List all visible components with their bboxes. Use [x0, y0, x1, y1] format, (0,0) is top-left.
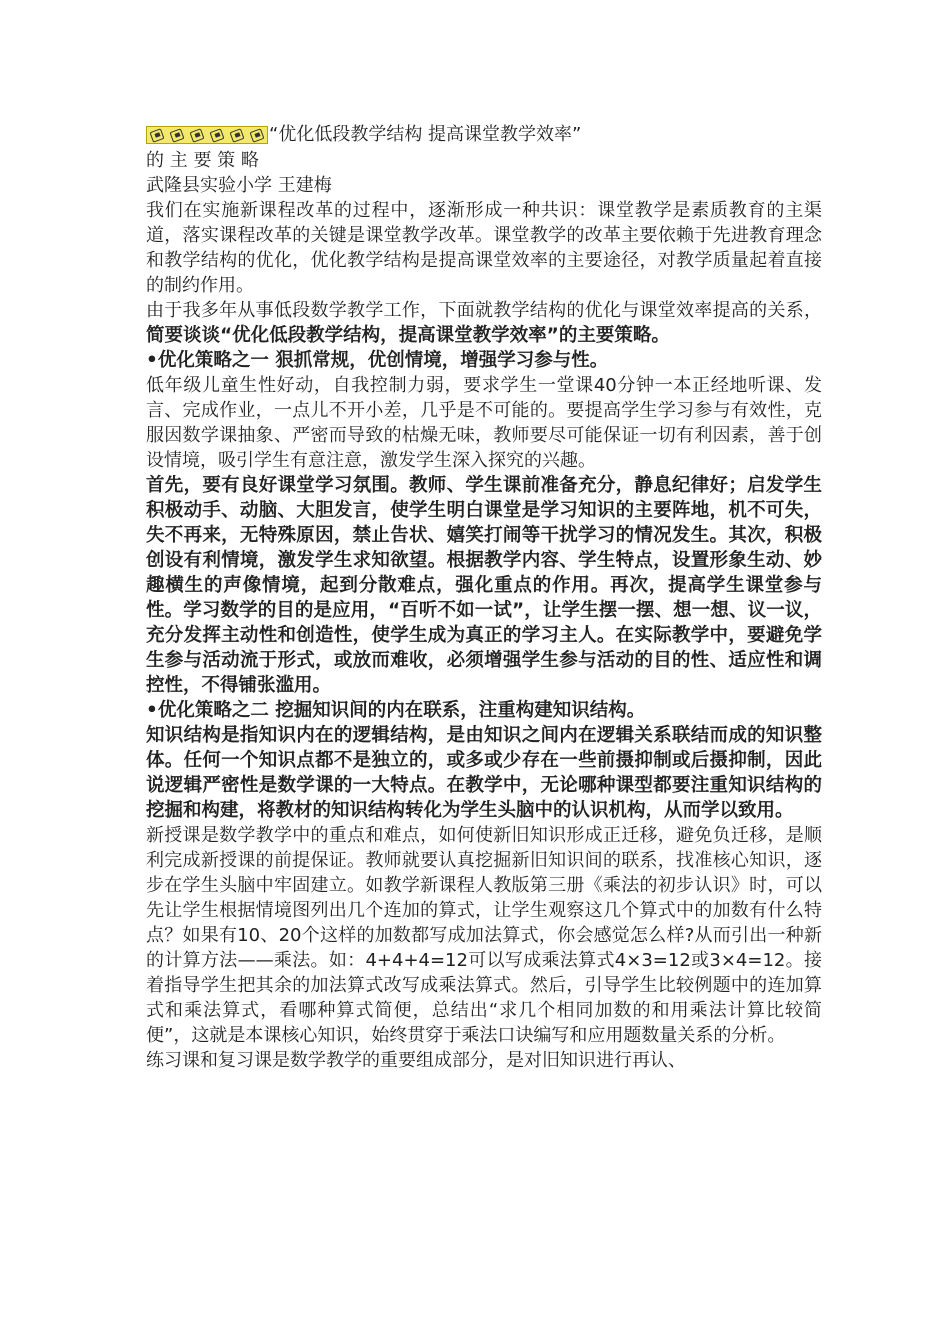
key-icon: [167, 127, 187, 143]
key-icon: [247, 127, 267, 143]
paragraph-new-lesson: 新授课是数学教学中的重点和难点，如何使新旧知识形成正迁移，避免负迁移，是顺利完成新授课的前提保证。教师就要认真挖掘新旧知识间的联系，找准核心知识，逐步在学生头脑中牢固建立。如教学新课程人教版第三册《乘法的初步认识》时，可以先让学生根据情境图列出几个连加的算式，让学生观察这几个算式中的加数有什么特点？如果有10、20个这样的加数都写成加法算式，你会感觉怎么样?从而引出一种新的计算方法——乘法。如：4+4+4=12可以写成乘法算式4×3=12或3×4=12。接着指导学生把其余的加法算式改写成乘法算式。然后，引导学生比较例题中的连加算式和乘法算式，看哪种算式简便，总结出“求几个相同加数的和用乘法计算比较简便”，这就是本课核心知识，始终贯穿于乘法口诀编写和应用题数量关系的分析。: [146, 825, 822, 1046]
key-icon: [207, 127, 227, 143]
document-subtitle: 的 主 要 策 略: [146, 150, 259, 171]
key-icon: [187, 127, 207, 143]
strategy-heading-1: •优化策略之一 狠抓常规，优创情境，增强学习参与性。: [146, 350, 609, 371]
purpose-bold-text: 简要谈谈“优化低段教学结构，提高课堂教学效率”的主要策略。: [146, 325, 670, 346]
document-page: [146, 122, 822, 1073]
key-icon: [227, 127, 247, 143]
decorative-icons: [146, 126, 268, 144]
paragraph-intro: 我们在实施新课程改革的过程中，逐渐形成一种共识：课堂教学是素质教育的主渠道，落实课程改革的关键是课堂教学改革。课堂教学的改革主要依赖于先进教育理念和教学结构的优化，优化教学结构是提高课堂效率的主要途径，对教学质量起着直接的制约作用。: [146, 200, 822, 296]
paragraph-practice-lesson: 练习课和复习课是数学教学的重要组成部分，是对旧知识进行再认、: [146, 1050, 686, 1071]
author-line: 武隆县实验小学 王建梅: [146, 175, 332, 196]
paragraph-knowledge-structure: 知识结构是指知识内在的逻辑结构，是由知识之间内在逻辑关系联结而成的知识整体。任何一个知识点都不是独立的，或多或少存在一些前摄抑制或后摄抑制，因此说逻辑严密性是数学课的一大特点。在教学中，无论哪种课型都要注重知识结构的挖掘和构建，将教材的知识结构转化为学生头脑中的认识机构，从而学以致用。: [146, 725, 822, 821]
document-title: “优化低段教学结构 提高课堂教学效率”: [269, 124, 582, 145]
strategy-heading-2: •优化策略之二 挖掘知识间的内在联系，注重构建知识结构。: [146, 700, 646, 721]
title-line: [146, 122, 822, 148]
paragraph-purpose: [146, 298, 822, 348]
paragraph-strategy1-intro: 低年级儿童生性好动，自我控制力弱，要求学生一堂课40分钟一本正经地听课、发言、完成作业，一点儿不开小差，几乎是不可能的。要提高学生学习参与有效性，克服因数学课抽象、严密而导致的枯燥无味，教师要尽可能保证一切有利因素，善于创设情境，吸引学生有意注意，激发学生深入探究的兴趣。: [146, 375, 822, 471]
purpose-text: 由于我多年从事低段数学教学工作，下面就教学结构的优化与课堂效率提高的关系，: [146, 300, 822, 321]
paragraph-strategy1-detail: 首先，要有良好课堂学习氛围。教师、学生课前准备充分，静息纪律好；启发学生积极动手、动脑、大胆发言，使学生明白课堂是学习知识的主要阵地，机不可失，失不再来，无特殊原因，禁止告状、嬉笑打闹等干扰学习的情况发生。其次，积极创设有利情境，激发学生求知欲望。根据教学内容、学生特点，设置形象生动、妙趣横生的声像情境，起到分散难点，强化重点的作用。再次，提高学生课堂参与性。学习数学的目的是应用，“百听不如一试”，让学生摆一摆、想一想、议一议，充分发挥主动性和创造性，使学生成为真正的学习主人。在实际教学中，要避免学生参与活动流于形式，或放而难收，必须增强学生参与活动的目的性、适应性和调控性，不得铺张滥用。: [146, 475, 822, 696]
key-icon: [147, 127, 167, 143]
